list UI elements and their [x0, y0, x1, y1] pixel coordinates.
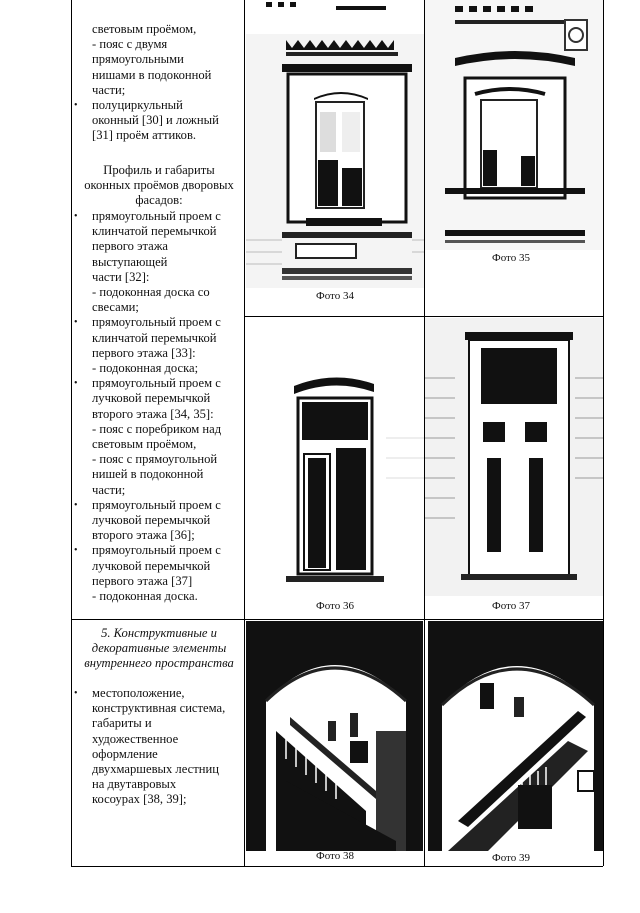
table-border-mid1: [244, 0, 245, 866]
caption-photo-35: Фото 35: [492, 252, 530, 264]
text-line: конструктивная система,: [92, 701, 226, 716]
text-line: прямоугольными: [92, 52, 184, 67]
text-line: габариты и: [92, 716, 152, 731]
section-heading-line: декоративные элементы: [91, 641, 227, 656]
photo-39: [428, 621, 603, 851]
text-line: первого этажа: [92, 239, 169, 254]
row-divider-1: [245, 316, 603, 317]
bullet-marker: •: [74, 100, 78, 111]
text-line: второго этажа [36];: [92, 528, 195, 543]
text-line: свесами;: [92, 300, 139, 315]
text-line: прямоугольный проем с: [92, 497, 221, 512]
text-line: оформление: [92, 746, 158, 761]
text-line: клинчатой перемычкой: [92, 224, 217, 239]
text-line: - подоконная доска;: [92, 361, 199, 375]
text-line: на двутавровых: [92, 777, 177, 792]
text-line: местоположение,: [92, 686, 185, 700]
text-line: - подоконная доска со: [92, 285, 210, 299]
text-line: лучковой перемычкой: [92, 391, 211, 406]
caption-photo-37: Фото 37: [492, 600, 530, 612]
text-line: лучковой перемычкой: [92, 513, 211, 527]
bullet-marker: •: [74, 317, 78, 329]
table-border-right: [603, 0, 604, 866]
bullet-marker: •: [74, 499, 78, 511]
text-line: выступающей: [92, 254, 168, 269]
photo-37: [425, 318, 603, 596]
text-line: прямоугольный проем с: [92, 543, 221, 558]
text-line: двухмаршевых лестниц: [92, 762, 219, 776]
row-divider-2: [71, 619, 603, 620]
photo-38: [246, 621, 423, 851]
text-line: [31] проём аттиков.: [92, 128, 197, 143]
text-line: нишами в подоконной: [92, 67, 212, 82]
photo-35: [425, 0, 603, 250]
text-line: части;: [92, 482, 126, 497]
subheading-line: фасадов:: [135, 193, 183, 208]
text-line: - пояс с поребриком над: [92, 421, 222, 436]
bullet-marker: •: [74, 378, 78, 390]
text-line: клинчатой перемычкой: [92, 330, 217, 345]
text-line: - подоконная доска.: [92, 589, 198, 603]
photo-34: [246, 0, 424, 288]
text-line: части [32]:: [92, 269, 150, 284]
subheading-line: Профиль и габариты: [103, 163, 215, 177]
text-line: оконный [30] и ложный: [92, 113, 219, 128]
text-line: первого этажа [33]:: [92, 345, 196, 360]
text-line: косоурах [38, 39];: [92, 792, 187, 807]
text-line: лучковой перемычкой: [92, 558, 211, 573]
caption-photo-38: Фото 38: [316, 850, 354, 862]
text-line: части;: [92, 82, 126, 97]
subheading-line: оконных проёмов дворовых: [84, 178, 234, 193]
table-border-bottom: [71, 866, 603, 867]
photo-36: [246, 318, 424, 596]
bullet-marker: •: [74, 688, 78, 699]
text-line: - пояс с двумя: [92, 37, 168, 52]
section-heading-line: 5. Конструктивные и: [101, 626, 217, 640]
text-line: полуциркульный: [92, 98, 183, 112]
text-line: прямоугольный проем с: [92, 315, 221, 330]
bullet-marker: •: [74, 211, 78, 222]
text-line: художественное: [92, 731, 179, 746]
table-border-left: [71, 0, 72, 866]
caption-photo-39: Фото 39: [492, 852, 530, 864]
caption-photo-34: Фото 34: [316, 290, 354, 302]
text-line: нишей в подоконной: [92, 467, 204, 482]
section-heading-line: внутреннего пространства: [84, 656, 234, 671]
text-line: световым проёмом,: [92, 437, 197, 451]
text-line: прямоугольный проем с: [92, 209, 221, 223]
text-line: второго этажа [34, 35]:: [92, 406, 214, 421]
text-line: - пояс с прямоугольной: [92, 452, 218, 467]
text-line: прямоугольный проем с: [92, 376, 221, 391]
text-line: первого этажа [37]: [92, 573, 193, 588]
text-line: световым проёмом,: [92, 22, 197, 36]
caption-photo-36: Фото 36: [316, 600, 354, 612]
bullet-marker: •: [74, 545, 78, 557]
